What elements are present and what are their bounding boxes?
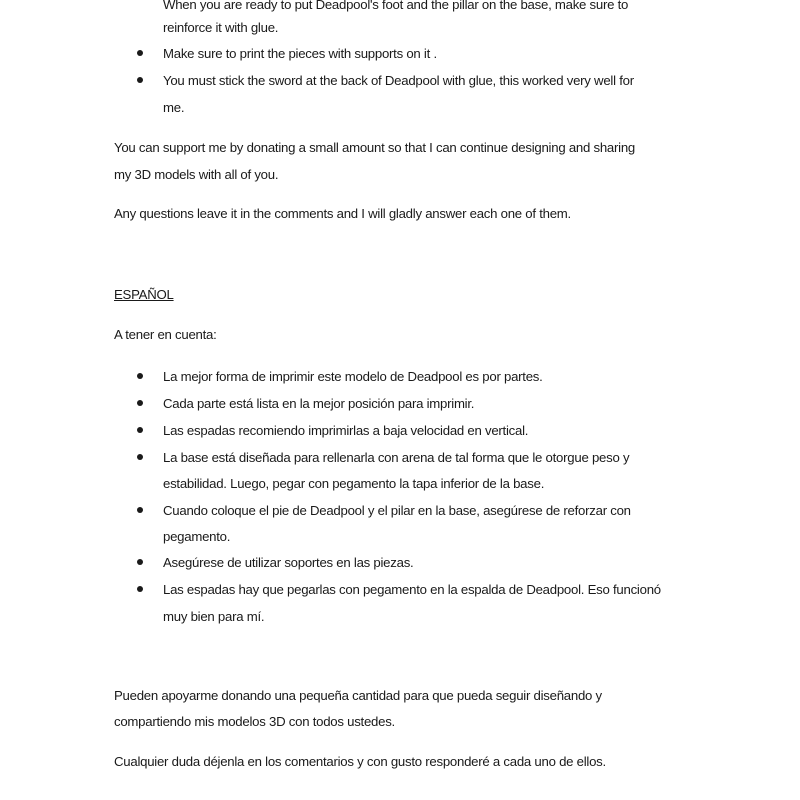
es-bullet-2: Cada parte está lista en la mejor posición para imprimir. [163,396,475,411]
es-support-line-2: compartiendo mis modelos 3D con todos ustedes. [114,714,395,729]
en-support-line-2: my 3D models with all of you. [114,167,279,182]
es-bullet-5-line-2: pegamento. [163,529,231,544]
en-bullet-1-line-1: When you are ready to put Deadpool's foot and the pillar on the base, make sure to [163,0,629,12]
bullet-icon [137,586,143,592]
bullet-icon [137,507,143,513]
en-support-line-1: You can support me by donating a small amount so that I can continue designing and sharing [114,140,635,155]
en-bullet-1-line-2: reinforce it with glue. [163,20,279,35]
bullet-icon [137,559,143,565]
en-bullet-3-line-1: You must stick the sword at the back of Deadpool with glue, this worked very well for [163,73,634,88]
bullet-icon [137,50,143,56]
es-intro: A tener en cuenta: [114,327,217,342]
es-bullet-5-line-1: Cuando coloque el pie de Deadpool y el pilar en la base, asegúrese de reforzar con [163,503,631,518]
es-bullet-7-line-2: muy bien para mí. [163,609,265,624]
es-support-line-1: Pueden apoyarme donando una pequeña cantidad para que pueda seguir diseñando y [114,688,602,703]
bullet-icon [137,400,143,406]
es-bullet-7-line-1: Las espadas hay que pegarlas con pegamento en la espalda de Deadpool. Eso funcionó [163,582,661,597]
section-heading-espanol: ESPAÑOL [114,287,174,302]
bullet-icon [137,373,143,379]
es-bullet-1: La mejor forma de imprimir este modelo de Deadpool es por partes. [163,369,543,384]
es-bullet-4-line-2: estabilidad. Luego, pegar con pegamento la tapa inferior de la base. [163,476,545,491]
bullet-icon [137,454,143,460]
bullet-icon [137,77,143,83]
bullet-icon [137,427,143,433]
es-bullet-6: Asegúrese de utilizar soportes en las piezas. [163,555,414,570]
en-questions: Any questions leave it in the comments and I will gladly answer each one of them. [114,206,571,221]
es-bullet-3: Las espadas recomiendo imprimirlas a baja velocidad en vertical. [163,423,529,438]
en-bullet-2: Make sure to print the pieces with supports on it . [163,46,437,61]
es-questions: Cualquier duda déjenla en los comentarios y con gusto responderé a cada uno de ellos. [114,754,606,769]
en-bullet-3-line-2: me. [163,100,185,115]
es-bullet-4-line-1: La base está diseñada para rellenarla con arena de tal forma que le otorgue peso y [163,450,630,465]
